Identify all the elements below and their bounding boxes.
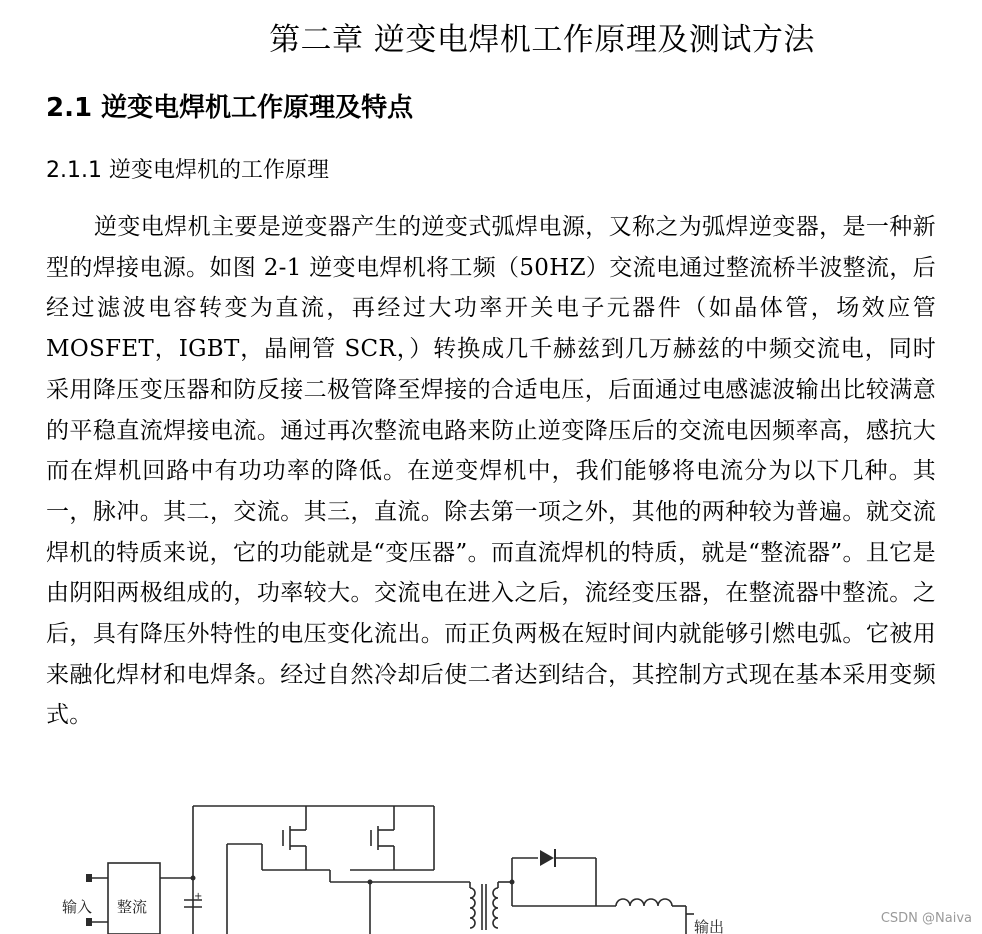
body-paragraph: 逆变电焊机主要是逆变器产生的逆变式弧焊电源，又称之为弧焊逆变器，是一种新型的焊接电源。如图 2-1 逆变电焊机将工频（50HZ）交流电通过整流桥半波整流，后经过滤波电容转变为直流，再经过大功率开关电子元器件（如晶体管，场效应管 MOSFET，IGBT，晶闸管 SCR，）转换成几千赫兹到几万赫兹的中频交流电，同时采用降压变压器和防反接二极管降至焊接的合适电压，后面通过电感滤波输出比较满意的平稳直流焊接电流。通过再次整流电路来防止逆变降压后的交流电因频率高，感抗大而在焊机回路中有功功率的降低。在逆变焊机中，我们能够将电流分为以下几种。其一，脉冲。其二，交流。其三，直流。除去第一项之外，其他的两种较为普遍。就交流焊机的特质来说，它的功能就是“变压器”。而直流焊机的特质，就是“整流器”。且它是由阴阳两极组成的，功率较大。交流电在进入之后，流经变压器，在整流器中整流。之后，具有降压外特性的电压变化流出。而正负两极在短时间内就能够引燃电弧。它被用来融化焊材和电焊条。经过自然冷却后使二者达到结合，其控制方式现在基本采用变频式。 <box>46 214 936 729</box>
subsection-title: 2.1.1 逆变电焊机的工作原理 <box>46 158 329 183</box>
section-title: 2.1 逆变电焊机工作原理及特点 <box>46 93 414 123</box>
rectifier-label: 整流 <box>117 898 148 916</box>
watermark: CSDN @Naiva <box>880 911 972 926</box>
capacitor-polarity-label: + <box>194 891 203 902</box>
chapter-title: 第二章 逆变电焊机工作原理及测试方法 <box>269 22 815 58</box>
inverter-circuit-diagram <box>0 760 982 934</box>
input-label: 输入 <box>62 898 93 916</box>
output-label: 输出 <box>694 918 725 934</box>
